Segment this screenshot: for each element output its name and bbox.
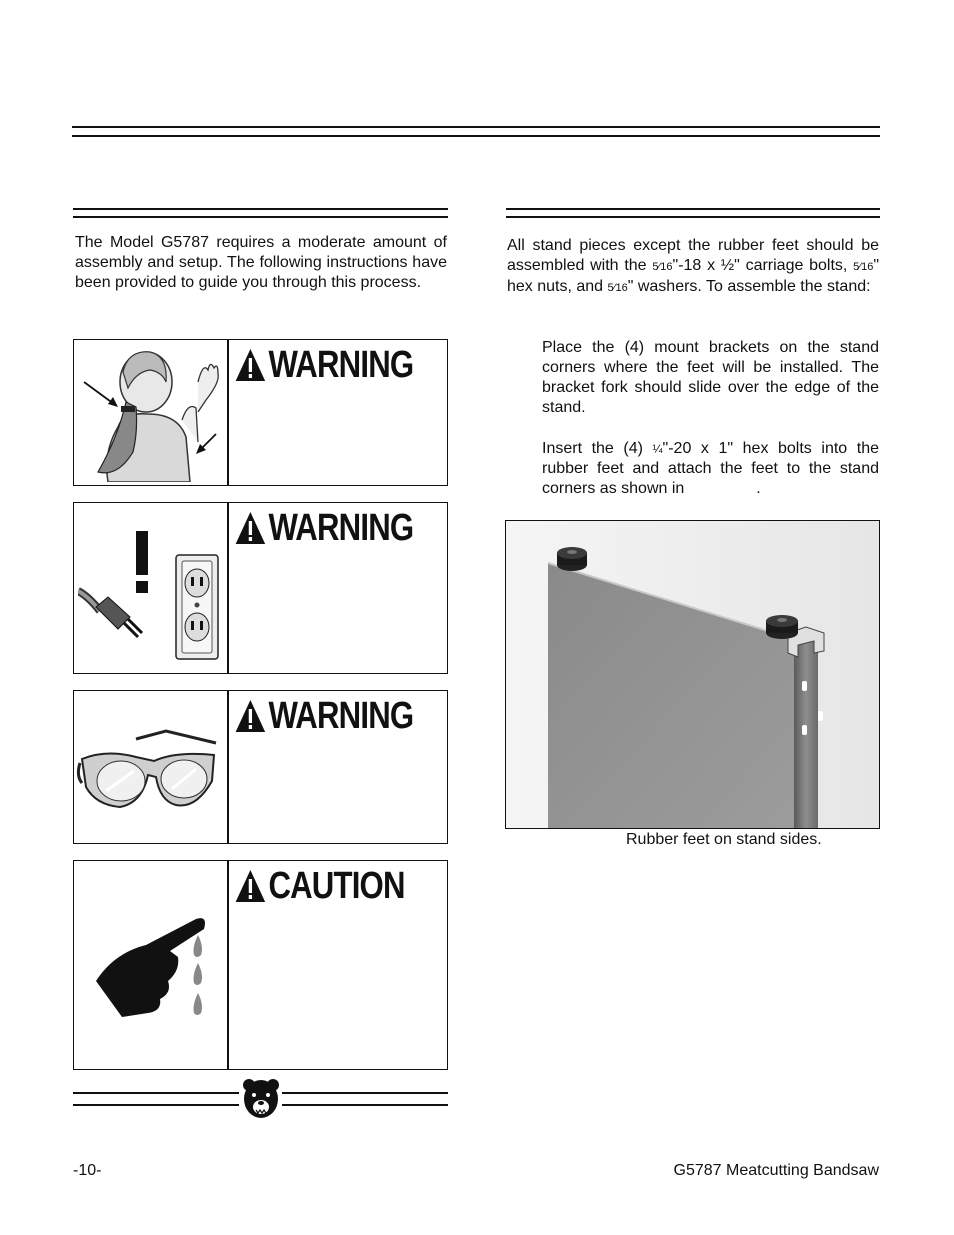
stand-side-photo (506, 521, 879, 828)
page-number: -10- (73, 1162, 102, 1179)
warning-box-eyewear (73, 690, 448, 844)
warning-triangle-icon (234, 698, 267, 734)
warning-box-power (73, 502, 448, 674)
bottom-rule-left-1 (73, 1092, 239, 1094)
power-plug-outlet-icon (78, 521, 224, 666)
footer-doc-title: G5787 Meatcutting Bandsaw (673, 1162, 879, 1179)
figure-caption: Rubber feet on stand sides. (626, 831, 822, 848)
bottom-rule-right-1 (282, 1092, 448, 1094)
warning-signal-word-3: WARNING (234, 697, 413, 735)
caution-signal-word: CAUTION (234, 867, 405, 905)
warning-signal-word-2: WARNING (234, 509, 413, 547)
sharp-edge-finger-icon (84, 905, 224, 1035)
safety-glasses-icon (76, 721, 222, 821)
warning-triangle-icon (234, 510, 267, 546)
right-section-rule-1 (506, 208, 880, 210)
left-section-rule-1 (73, 208, 448, 210)
header-rule-bottom (72, 135, 880, 137)
intro-paragraph: The Model G5787 requires a moderate amount of assembly and setup. The following instructions have been provided to guide you through this process. (75, 234, 447, 291)
warning-signal-word-1: WARNING (234, 346, 413, 384)
bottom-rule-left-2 (73, 1104, 239, 1106)
long-hair-safety-icon (78, 342, 224, 482)
bear-head-logo-icon (241, 1077, 281, 1121)
bottom-rule-right-2 (282, 1104, 448, 1106)
warning-box-hair (73, 339, 448, 486)
step-1-text: Place the (4) mount brackets on the stand corners where the feet will be installed. The bracket fork should slide over the edge of the stand. (542, 339, 879, 416)
step-2-text: Insert the (4) ¼"-20 x 1" hex bolts into the rubber feet and attach the feet to the stand corners as shown in . (542, 440, 879, 497)
header-rule-top (72, 126, 880, 128)
left-section-rule-2 (73, 216, 448, 218)
caution-box-sharp (73, 860, 448, 1070)
stand-intro-paragraph: All stand pieces except the rubber feet should be assembled with the 5⁄16"-18 x ½" carriage bolts, 5⁄16" hex nuts, and 5⁄16" washers. To assemble the stand: (507, 237, 880, 295)
caution-triangle-icon (234, 868, 267, 904)
rubber-feet-figure (505, 520, 880, 829)
right-section-rule-2 (506, 216, 880, 218)
warning-triangle-icon (234, 347, 267, 383)
